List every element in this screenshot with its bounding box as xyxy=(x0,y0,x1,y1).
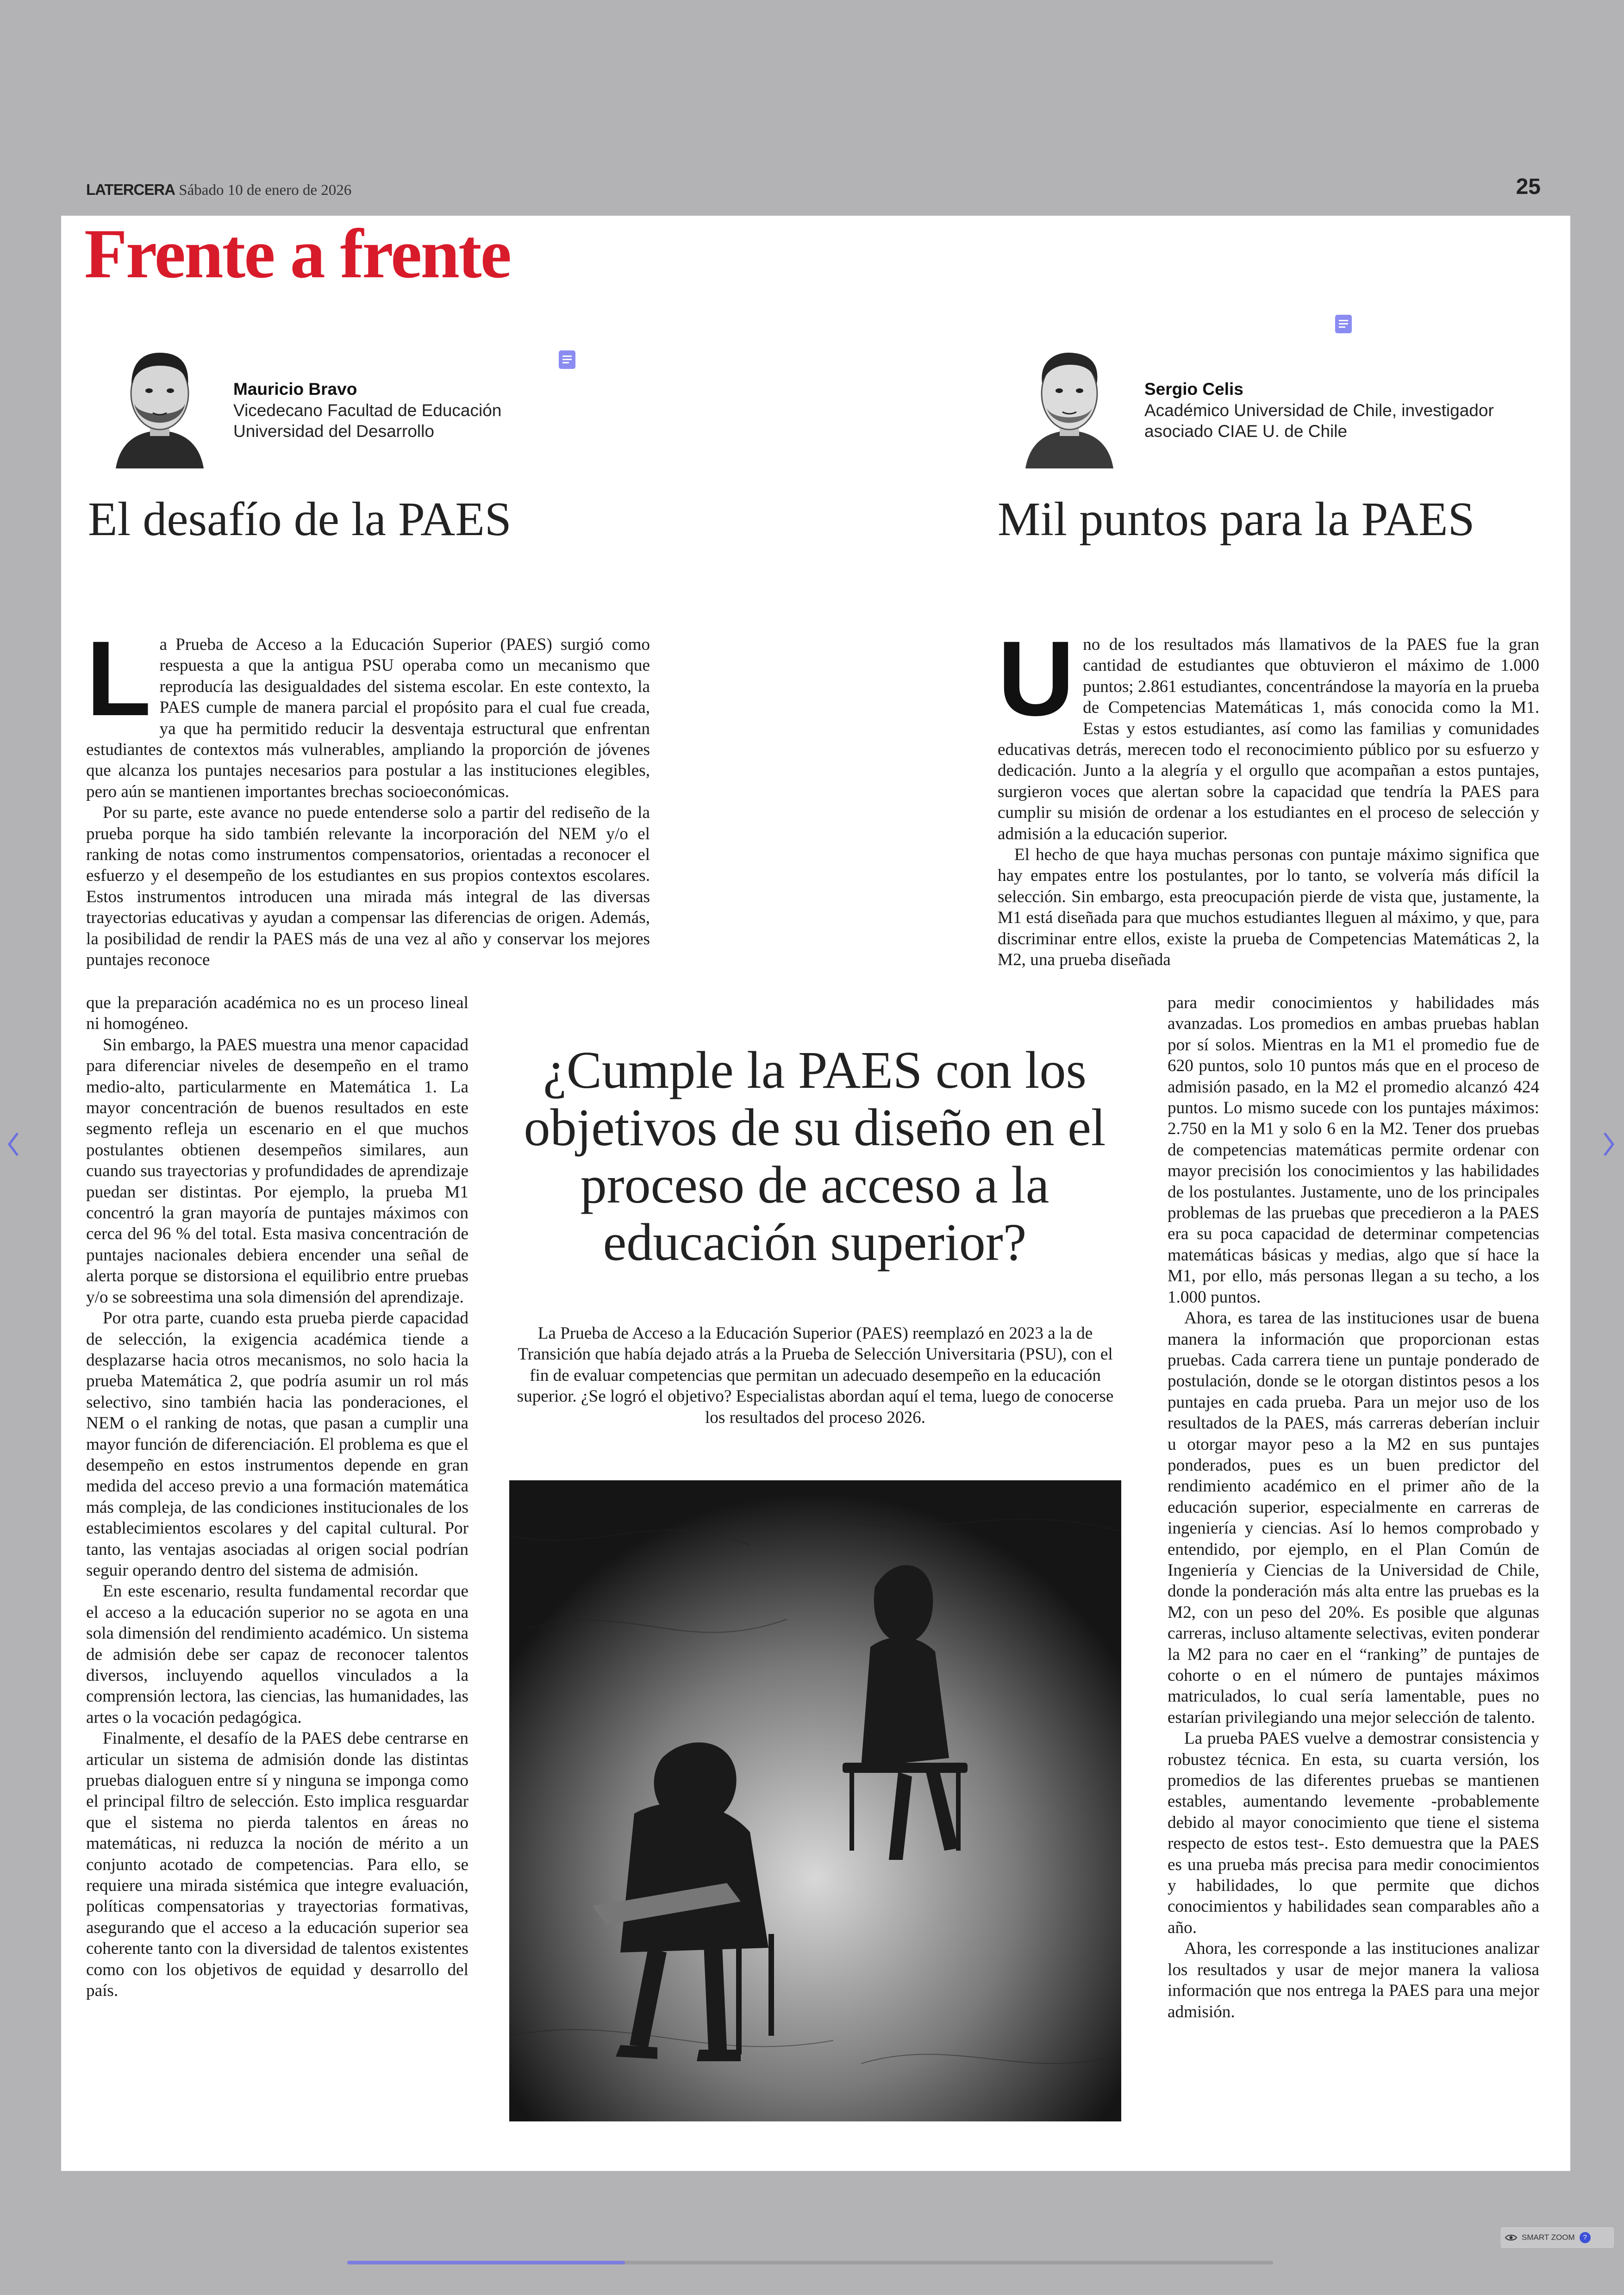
right-paragraph: Ahora, es tarea de las instituciones usar de buena manera la información que proporcionan estas pruebas. Cada carrera tiene un puntaje ponderado de postulación, donde se le otorgan distintos pesos a los puntajes en cada prueba. Para un mejor uso de los resultados de la PAES, más carreras deberían incluir u otorgar mayor peso a la M2 en sus puntajes ponderados, pues es un buen predictor del rendimiento académico en el primer año de la educación superior, especialmente en carreras de ingeniería y ciencias. Así lo hemos comprobado y entendido, por ejemplo, en el Plan Común de Ingeniería y Ciencias de la Universidad de Chile, donde la ponderación más alta entre las pruebas es la M2, con un peso del 20%. Es posible que algunas carreras, incluso altamente selectivas, eviten ponderar la M2 para no caer en el “ranking” de puntajes de cohorte o en el número de puntajes máximos matriculados, lo cual sería lamentable, pues no estarían privilegiando una mejor selección de talento. xyxy=(1168,1309,1539,1727)
chevron-left-icon xyxy=(6,1131,20,1157)
right-paragraph: para medir conocimientos y habilidades más avanzadas. Los promedios en ambas pruebas hablan por sí solos. Mientras en la M1 el promedio fue de 620 puntos, solo 10 puntos más que en el proceso de admisión pasado, en la M2 el promedio alcanzó 424 puntos. Lo mismo sucede con los puntajes máximos: 2.750 en la M1 y solo 6 en la M2. Tener dos pruebas de competencias matemáticas permite ordenar con mayor precisión los conocimientos y las habilidades de los postulantes. Justamente, uno de los principales problemas de las pruebas que precedieron a la PAES era su poca capacidad de determinar competencias matemáticas básicas y medias, algo que sí hace la M1, por ello, más personas llegan a su techo, a los 1.000 puntos. xyxy=(1168,993,1539,1307)
right-paragraph: La prueba PAES vuelve a demostrar consistencia y robustez técnica. En esta, su cuarta versión, los promedios de las diferentes pruebas se mantienen estables, aumentando levemente -probablemente debido al mayor conocimiento que tiene el sistema respecto de estos test-. Esto demuestra que la PAES es una prueba más precisa para medir conocimientos y habilidades, lo que permite que dichos conocimientos y habilidades sean comparables año a año. xyxy=(1168,1729,1539,1937)
left-paragraph: Sin embargo, la PAES muestra una menor capacidad para diferenciar niveles de desempeño en el tramo medio-alto, particularmente en Matemática 1. La mayor concentración de buenos resultados en este segmento refleja un escenario en el que muchos postulantes obtienen desempeños similares, aun cuando sus trayectorias y profundidades de aprendizaje puedan ser distintas. Por ejemplo, la prueba M1 concentró la gran mayoría de puntajes máximos con cerca del 96 % del total. Esta masiva concentración de puntajes nacionales debiera encender una señal de alerta porque se distorsiona el equilibrio entre pruebas y/o se sobreestima una sola dimensión del aprendizaje. xyxy=(86,1035,468,1307)
left-author-role-line-2: Universidad del Desarrollo xyxy=(233,422,434,441)
page-number: 25 xyxy=(1516,175,1541,199)
left-author-name: Mauricio Bravo xyxy=(233,380,357,399)
note-icon[interactable] xyxy=(1335,315,1352,333)
left-paragraph: En este escenario, resulta fundamental recordar que el acceso a la educación superior no se agota en una sola dimensión del rendimiento académico. Un sistema de admisión debe ser capaz de reconocer talentos diversos, incluyendo aquellos vinculados a la comprensión lectora, las ciencias, las humanidades, las artes o la vocación pedagógica. xyxy=(86,1582,468,1727)
left-article-body-column xyxy=(86,992,468,2002)
right-article-body-column xyxy=(1168,992,1539,2022)
left-paragraph: a Prueba de Acceso a la Educación Superior (PAES) surgió como respuesta a que la antigua PSU operaba como un mecanismo que reproducía las desigualdades del sistema escolar. En este contexto, la PAES cumple de manera parcial el propósito para el cual fue creada, ya que ha permitido reducir la desventaja estructural que enfrentan estudiantes de contextos más vulnerables, ampliando la proporción de jóvenes que alcanza los puntajes necesarios para postular a las instituciones elegibles, pero aún se mantienen importantes brechas socioeconómicas. xyxy=(86,635,650,801)
right-paragraph: Ahora, les corresponde a las instituciones analizar los resultados y usar de mejor manera la valiosa información que nos entrega la PAES para una mejor admisión. xyxy=(1168,1939,1539,2021)
note-icon[interactable] xyxy=(559,350,575,369)
prev-page-button[interactable] xyxy=(6,1131,20,1164)
section-title: Frente a frente xyxy=(84,215,511,293)
smart-zoom-label: SMART ZOOM xyxy=(1522,2233,1575,2242)
left-author-role xyxy=(233,400,539,442)
central-deck-text: La Prueba de Acceso a la Educación Superior (PAES) reemplazó en 2023 a la de Transición que había dejado atrás a la Prueba de Selección Universitaria (PSU), con el fin de evaluar competencias que permitan un adecuado desempeño en la educación superior. ¿Se logró el objetivo? Especialistas abordan aquí el tema, luego de conocerse los resultados del proceso 2026. xyxy=(517,1324,1114,1427)
left-dropcap: L xyxy=(86,619,151,738)
right-author-role-line-1: Académico Universidad de Chile, investigador xyxy=(1144,401,1494,420)
chevron-right-icon xyxy=(1602,1131,1616,1157)
smart-zoom-help-badge[interactable]: ? xyxy=(1580,2232,1591,2243)
portrait-mauricio-bravo xyxy=(111,339,208,468)
left-author-role-line-1: Vicedecano Facultad de Educación xyxy=(233,401,502,420)
right-paragraph: no de los resultados más llamativos de la PAES fue la gran cantidad de estudiantes que obtuvieron el máximo de 1.000 puntos; 2.861 estudiantes, concentrándose la mayoría en la prueba de Competencias Matemáticas 1, más conocida como la M1. Estas y estos estudiantes, así como las familias y comunidades educativas detrás, merecen todo el reconocimiento público por su esfuerzo y dedicación. Junto a la alegría y el orgullo que acompañan a estos puntajes, surgieron voces que alertan sobre la capacidad que tendría la PAES para cumplir su misión de ordenar a los estudiantes en el proceso de selección y admisión a la educación superior. xyxy=(998,635,1539,843)
reading-progress-bar[interactable] xyxy=(347,2261,1273,2264)
issue-date: Sábado 10 de enero de 2026 xyxy=(179,182,352,199)
left-paragraph: que la preparación académica no es un proceso lineal ni homogéneo. xyxy=(86,993,468,1034)
right-author-name: Sergio Celis xyxy=(1144,380,1243,399)
central-question-headline: ¿Cumple la PAES con los objetivos de su diseño en el proceso de acceso a la educación superior? xyxy=(524,1041,1106,1272)
left-article-body-top xyxy=(86,619,650,971)
right-dropcap: U xyxy=(998,619,1075,738)
right-article-title: Mil puntos para la PAES xyxy=(998,493,1475,546)
eye-icon xyxy=(1505,2234,1517,2241)
students-illustration xyxy=(509,1480,1121,2121)
masthead xyxy=(86,181,351,199)
right-author-role xyxy=(1144,400,1538,442)
next-page-button[interactable] xyxy=(1602,1131,1616,1164)
brand-logo: LATERCERA xyxy=(86,181,175,198)
smart-zoom-button[interactable] xyxy=(1500,2226,1615,2249)
right-article-body-top xyxy=(998,619,1539,971)
reading-progress-fill xyxy=(347,2261,625,2264)
right-author-role-line-2: asociado CIAE U. de Chile xyxy=(1144,422,1348,441)
portrait-sergio-celis xyxy=(1021,339,1118,468)
right-paragraph: El hecho de que haya muchas personas con puntaje máximo significa que hay empates entre los postulantes, por lo tanto, se volvería más difícil la selección. Sin embargo, esta preocupación pierde de vista que, justamente, la M1 está diseñada para que muchos estudiantes lleguen al máximo, y que, para discriminar entre ellos, existe la prueba de Competencias Matemáticas 2, la M2, una prueba diseñada xyxy=(998,845,1539,970)
left-article-title: El desafío de la PAES xyxy=(88,493,512,546)
left-paragraph: Por otra parte, cuando esta prueba pierde capacidad de selección, la exigencia académica tiende a desplazarse hacia otros mecanismos, no solo hacia la prueba Matemática 2, que podría asumir un rol más selectivo, sino también hacia las ponderaciones, el NEM o el ranking de notas, que pasan a cumplir una mayor función de diferenciación. El problema es que el desempeño en estos instrumentos depende en gran medida del acceso previo a una formación matemática más compleja, de las condiciones institucionales de los establecimientos escolares y del capital cultural. Por tanto, las ventajas asociadas al origen social podrían seguir operando dentro del sistema de admisión. xyxy=(86,1309,468,1580)
left-paragraph: Finalmente, el desafío de la PAES debe centrarse en articular un sistema de admisión donde las distintas pruebas dialoguen entre sí y ninguna se imponga como el principal filtro de selección. Esto implica resguardar que el sistema no pierda talentos en áreas no matemáticas, ni reduzca la noción de mérito a un conjunto acotado de competencias. Para ello, se requiere una mirada sistémica que integre evaluación, políticas compensatorias y trayectorias formativas, asegurando que el acceso a la educación superior sea coherente tanto con la diversidad de talentos existentes como con los objetivos de equidad y desarrollo del país. xyxy=(86,1729,468,2001)
left-paragraph: Por su parte, este avance no puede entenderse solo a partir del rediseño de la prueba porque ha sido también relevante la incorporación del NEM y/o el ranking de notas como instrumentos compensatorios, orientadas a reconocer el esfuerzo y el desempeño de los estudiantes en sus propios contextos escolares. Estos instrumentos introducen una mirada más integral de las diversas trayectorias educativas y ayudan a compensar las diferencias de origen. Además, la posibilidad de rendir la PAES más de una vez al año y conservar los mejores puntajes reconoce xyxy=(86,803,650,970)
